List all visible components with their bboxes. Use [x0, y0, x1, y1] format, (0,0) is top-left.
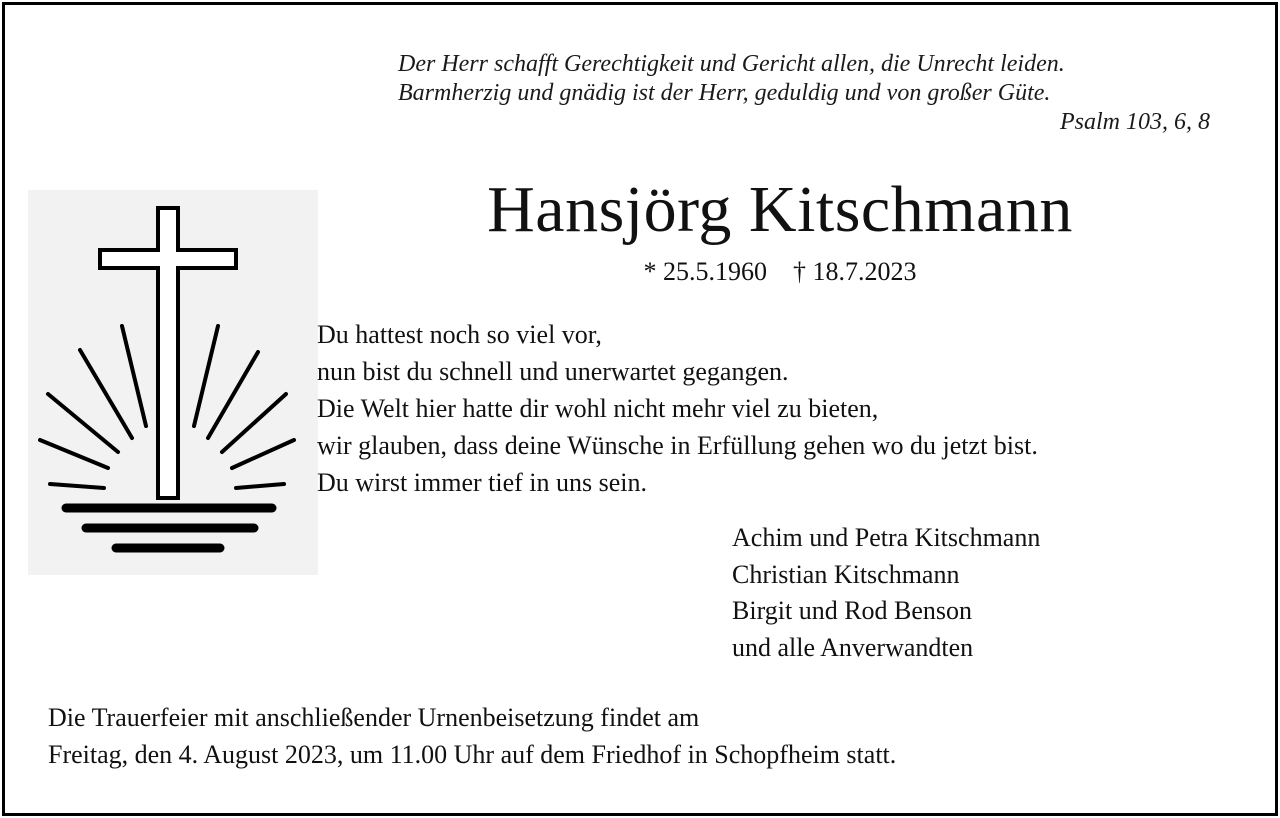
poem-line: Die Welt hier hatte dir wohl nicht mehr viel zu bieten,: [317, 394, 879, 423]
mourner-entry: und alle Anverwandten: [732, 632, 974, 662]
notice-line: Die Trauerfeier mit anschließender Urnenbeisetzung findet am: [48, 703, 700, 732]
mourners-list: [732, 520, 1040, 666]
death-date: † 18.7.2023: [793, 257, 917, 286]
deceased-name: Hansjörg Kitschmann: [487, 173, 1073, 246]
mourner-entry: Christian Kitschmann: [732, 559, 960, 589]
verse-line: Der Herr schafft Gerechtigkeit und Gericht allen, die Unrecht leiden.: [398, 51, 1065, 77]
mourner-entry: Birgit und Rod Benson: [732, 596, 973, 625]
notice-line: Freitag, den 4. August 2023, um 11.00 Uhr auf dem Friedhof in Schopfheim statt.: [48, 739, 897, 769]
verse-reference: Psalm 103, 6, 8: [1060, 109, 1210, 135]
cross-rising-sun-waves-icon: [28, 190, 318, 575]
funeral-notice: [48, 700, 896, 773]
birth-date: * 25.5.1960: [643, 257, 767, 286]
bible-verse: [398, 50, 1210, 137]
mourner-entry: Achim und Petra Kitschmann: [732, 523, 1041, 552]
poem-line: wir glauben, dass deine Wünsche in Erfüllung gehen wo du jetzt bist.: [317, 431, 1038, 460]
memorial-poem: [317, 316, 1038, 501]
poem-line: Du wirst immer tief in uns sein.: [317, 468, 648, 497]
poem-line: Du hattest noch so viel vor,: [317, 320, 602, 349]
poem-line: nun bist du schnell und unerwartet gegangen.: [317, 357, 789, 386]
life-dates: [420, 255, 1140, 289]
verse-line: Barmherzig und gnädig ist der Herr, geduldig und von großer Güte.: [398, 80, 1051, 106]
